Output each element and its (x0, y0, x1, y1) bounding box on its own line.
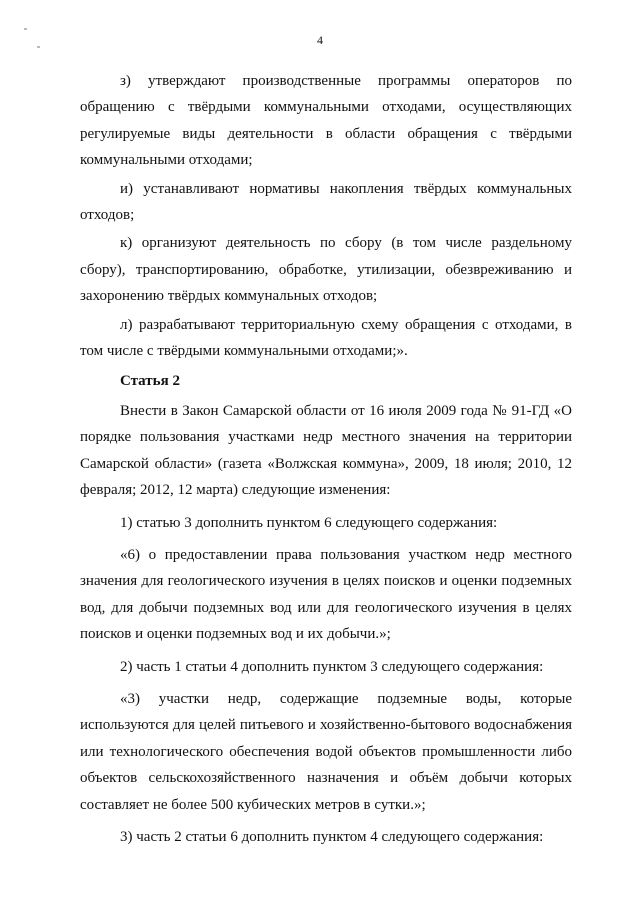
paragraph-amend-intro: Внести в Закон Самарской области от 16 июля 2009 года № 91-ГД «О порядке пользования участками недр местного значения на территории Самарской области» (газета «Волжская коммуна», 2009, 18 июля; 2010, 12 февраля; 2012, 12 марта) следующие изменения: (80, 402, 572, 499)
paragraph-z: з) утверждают производственные программы операторов по обращению с твёрдыми коммунальными отходами, осуществляющих регулируемые виды деятельности в области обращения с твёрдыми коммунальными отходами; (80, 73, 572, 169)
paragraph-i: и) устанавливают нормативы накопления твёрдых коммунальных отходов; (80, 180, 572, 224)
page-number: 4 (317, 33, 323, 47)
paragraph-item-1: 1) статью 3 дополнить пунктом 6 следующего содержания: (120, 514, 498, 531)
article-heading: Статья 2 (120, 373, 180, 390)
paragraph-quote-6: «6) о предоставлении права пользования участком недр местного значения для геологического изучения в целях поисков и оценки подземных вод, для добычи подземных вод или для геологического изучения в целях поисков и оценки подземных вод и их добычи.»; (80, 546, 572, 643)
paragraph-l: л) разрабатывают территориальную схему обращения с отходами, в том числе с твёрдыми коммунальными отходами;». (80, 316, 572, 360)
paragraph-k: к) организуют деятельность по сбору (в том числе раздельному сбору), транспортированию, обработке, утилизации, обезвреживанию и захоронению твёрдых коммунальных отходов; (80, 235, 572, 305)
paragraph-item-3: 3) часть 2 статьи 6 дополнить пунктом 4 следующего содержания: (120, 828, 544, 845)
paragraph-item-2: 2) часть 1 статьи 4 дополнить пунктом 3 следующего содержания: (120, 658, 544, 675)
document-body (80, 68, 572, 850)
paragraph-quote-3: «3) участки недр, содержащие подземные воды, которые используются для целей питьевого и хозяйственно-бытового водоснабжения или технологического обеспечения водой объектов промышленности либо объектов сельскохозяйственного назначения и объём добычи которых составляет не более 500 кубических метров в сутки.»; (80, 690, 572, 813)
